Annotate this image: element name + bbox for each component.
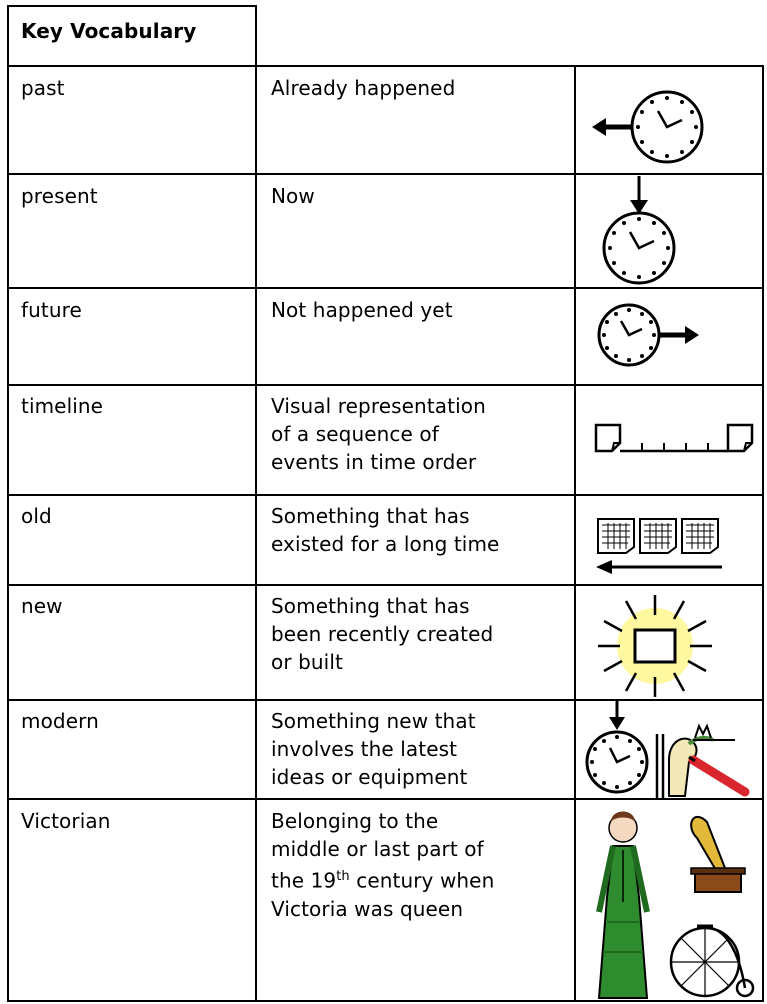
- table-border: [7, 287, 764, 289]
- table-border: [574, 65, 576, 1002]
- table-border: [7, 5, 257, 7]
- definition-future: Not happened yet: [271, 298, 453, 322]
- term-future: future: [21, 298, 82, 322]
- timeline-icon: [594, 421, 754, 461]
- clock-and-drawing-icon: [585, 700, 765, 800]
- table-border: [255, 5, 257, 1002]
- definition-old: Something that has existed for a long time: [271, 504, 500, 556]
- term-modern: modern: [21, 709, 99, 733]
- shining-square-icon: [592, 591, 722, 701]
- table-border: [7, 65, 764, 67]
- table-border: [7, 5, 9, 1002]
- term-old: old: [21, 504, 52, 528]
- term-past: past: [21, 76, 65, 100]
- term-present: present: [21, 184, 98, 208]
- clock-arrow-right-icon: [595, 300, 705, 370]
- definition-present: Now: [271, 184, 315, 208]
- calendars-arrow-left-icon: [594, 513, 734, 575]
- definition-modern: Something new that involves the latest ideas or equipment: [271, 709, 476, 789]
- definition-new: Something that has been recently created or built: [271, 594, 494, 674]
- clock-arrow-down-icon: [599, 176, 679, 286]
- vocabulary-table: [7, 5, 764, 1002]
- table-header: Key Vocabulary: [21, 19, 197, 43]
- term-new: new: [21, 594, 63, 618]
- victorian-lady-gramophone-bicycle-icon: [585, 802, 755, 1000]
- term-timeline: timeline: [21, 394, 104, 418]
- definition-past: Already happened: [271, 76, 456, 100]
- clock-arrow-left-icon: [592, 87, 712, 167]
- table-border: [7, 494, 764, 496]
- definition-victorian: Belonging to the middle or last part of the 19th century when Victoria was queen: [271, 809, 495, 921]
- term-victorian: Victorian: [21, 809, 111, 833]
- table-border: [7, 384, 764, 386]
- table-border: [762, 65, 764, 1002]
- table-border: [7, 173, 764, 175]
- table-border: [7, 584, 764, 586]
- table-border: [7, 1000, 764, 1002]
- definition-timeline: Visual representation of a sequence of events in time order: [271, 394, 486, 474]
